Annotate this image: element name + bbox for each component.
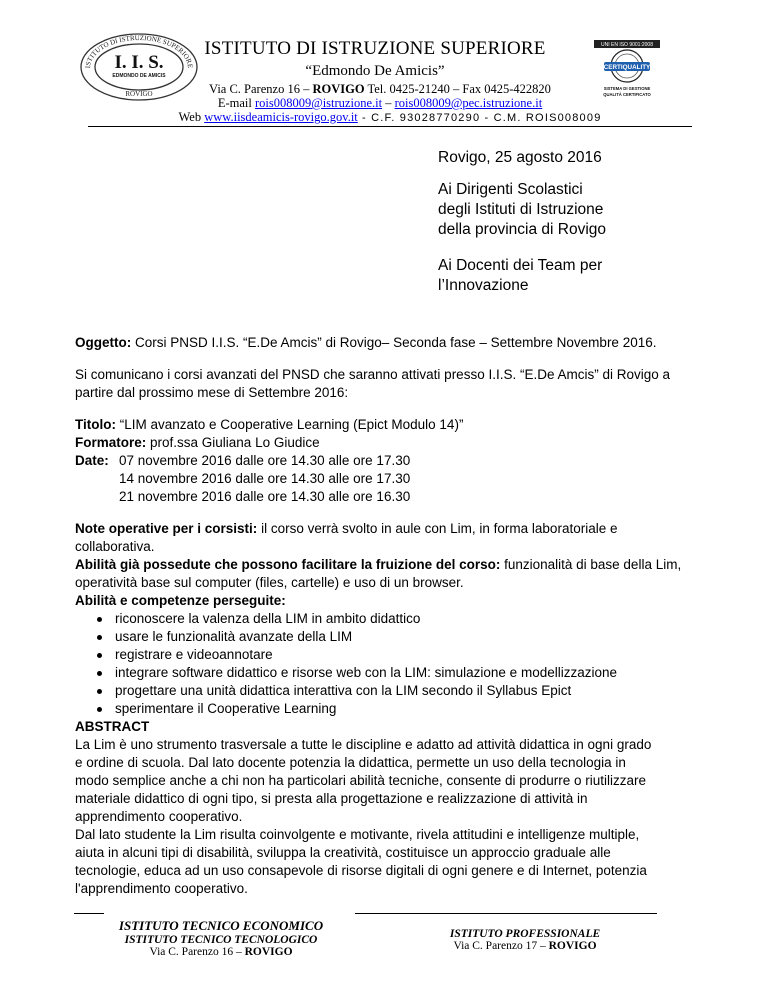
list-item: riconoscere la valenza della LIM in ambito didattico (75, 610, 715, 628)
svg-text:CERTIQUALITY: CERTIQUALITY (603, 64, 651, 71)
pec-link[interactable]: rois008009@pec.istruzione.it (394, 96, 543, 110)
subject-line: Oggetto: Corsi PNSD I.I.S. “E.De Amcis” di Rovigo– Seconda fase – Settembre Novembre 2016. (75, 335, 657, 350)
list-item: sperimentare il Cooperative Learning (75, 700, 715, 718)
list-item: integrare software didattico e risorse web con la LIM: simulazione e modellizzazione (75, 664, 715, 682)
course-trainer: Formatore: prof.ssa Giuliana Lo Giudice (75, 435, 320, 450)
logo-name-band: EDMONDO DE AMICIS (112, 73, 166, 79)
date-line: Rovigo, 25 agosto 2016 (438, 149, 602, 166)
institute-subtitle: “Edmondo De Amicis” (305, 63, 445, 79)
abstract-body: La Lim è uno strumento trasversale a tutte le discipline e adatto ad attività didattica in ogni grado e ordine di scuola. Dal lato docente potenzia la didattica, permette un uso della tecnologia in modo semplice anche a chi non ha particolari abilità tecniche, consente di produrre o riutilizzare materiale didattico di ogni tipo, si presta alla progettazione e realizzazione di attività in apprendimento cooperativo. Dal lato studente la Lim risulta coinvolgente e motivante, rivela attitudini e intelligenze multiple, aiuta in alcuni tipi di disabilità, sviluppa la creatività, costituisce un approccio graduale alle tecnologie, educa ad un uso consapevole di risorse digitali di ogni genere e di Internet, potenzia l'apprendimento cooperativo. (75, 737, 652, 896)
intro-paragraph: Si comunicano i corsi avanzati del PNSD che saranno attivati presso I.I.S. “E.De Amcis” di Rovigo a partire dal prossimo mese di Settembre 2016: (75, 367, 671, 400)
skills-list (75, 610, 715, 718)
svg-text:QUALITÀ CERTIFICATO: QUALITÀ CERTIFICATO (603, 92, 651, 97)
list-item: progettare una unità didattica interattiva con la LIM secondo il Syllabus Epict (75, 682, 715, 700)
footer-left: ISTITUTO TECNICO ECONOMICO ISTITUTO TECNICO TECNOLOGICO Via C. Parenzo 16 – ROVIGO (118, 918, 324, 958)
svg-text:ISTITUTO DI ISTRUZIONE SUPERIO: ISTITUTO DI ISTRUZIONE SUPERIORE (83, 33, 195, 69)
institute-name: ISTITUTO DI ISTRUZIONE SUPERIORE (204, 38, 546, 59)
course-details (75, 416, 715, 506)
recipients-heads: Ai Dirigenti Scolastici degli Istituti di Istruzione della provincia di Rovigo (438, 181, 607, 238)
course-title: Titolo: “LIM avanzato e Cooperative Learning (Epict Modulo 14)” (75, 417, 464, 432)
svg-text:SISTEMA DI GESTIONE: SISTEMA DI GESTIONE (603, 86, 651, 91)
email-link[interactable]: rois008009@istruzione.it (254, 96, 383, 110)
institute-address: Via C. Parenzo 16 – ROVIGO Tel. 0425-21240 – Fax 0425-422820 (209, 82, 551, 96)
website-link[interactable]: www.iisdeamicis-rovigo.gov.it (204, 110, 358, 124)
footer-right: ISTITUTO PROFESSIONALE Via C. Parenzo 17 – ROVIGO (449, 928, 601, 952)
course-date-1: Date: 07 novembre 2016 dalle ore 14.30 alle ore 17.30 (75, 453, 411, 468)
abstract-heading: ABSTRACT (75, 719, 150, 734)
institute-web-line: Web www.iisdeamicis-rovigo.gov.it - C.F. 93028770290 - C.M. ROIS008009 (178, 110, 602, 124)
footer-divider-right (355, 913, 657, 914)
list-item: usare le funzionalità avanzate della LIM (75, 628, 715, 646)
footer-divider-left (74, 913, 104, 914)
logo-initials: I. I. S. (114, 52, 164, 73)
logo-city: ROVIGO (125, 90, 153, 98)
course-date-2: 14 novembre 2016 dalle ore 14.30 alle ore 17.30 (119, 471, 411, 486)
header-divider (88, 126, 692, 127)
svg-text:UNI EN ISO 9001:2008: UNI EN ISO 9001:2008 (601, 42, 653, 48)
institute-email-line: E-mail rois008009@istruzione.it – rois008009@pec.istruzione.it (217, 96, 543, 110)
recipients-teachers: Ai Docenti dei Team per l’Innovazione (438, 257, 603, 294)
course-date-3: 21 novembre 2016 dalle ore 14.30 alle ore 16.30 (119, 489, 411, 504)
list-item: registrare e videoannotare (75, 646, 715, 664)
notes-section: Note operative per i corsisti: il corso verrà svolto in aule con Lim, in forma laboratoriale e collaborativa. Abilità già possedute che possono facilitare la fruizione del corso: funzionalità di base della Lim, operatività base sul computer (files, cartelle) e uso di un browser. Abilità e competenze perseguite: riconoscere la valenza della LIM in ambito didattico usare le funzionalità avanzate della LIM registrare e videoannotare integrare software didattico e risorse web con la LIM: simulazione e modellizzazione progettare una unità didattica interattiva con la LIM secondo il Syllabus Epict sperimentare il Cooperative Learning ABSTRACT La Lim è uno strumento trasversale a tutte le discipline e adatto ad attività didattica in ogni grado e ordine di scuola. Dal lato docente potenzia la didattica, permette un uso della tecnologia in modo semplice anche a chi non ha particolari abilità tecniche, consente di produrre o riutilizzare materiale didattico di ogni tipo, si presta alla progettazione e realizzazione di attività in apprendimento cooperativo. Dal lato studente la Lim risulta coinvolgente e motivante, rivela attitudini e intelligenze multiple, aiuta in alcuni tipi di disabilità, sviluppa la creatività, costituisce un approccio graduale alle tecnologie, educa ad un uso consapevole di risorse digitali di ogni genere e di Internet, potenzia l'apprendimento cooperativo. (75, 520, 715, 898)
